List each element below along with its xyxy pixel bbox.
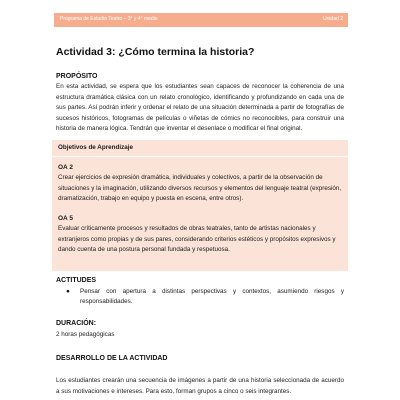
activity-title: Actividad 3: ¿Cómo termina la historia? (56, 46, 255, 58)
bullet-dot-icon: ● (66, 288, 70, 295)
proposito-heading: PROPÓSITO (56, 73, 98, 80)
actitudes-heading: ACTITUDES (56, 277, 97, 284)
desarrollo-text: Los estudiantes crearán una secuencia de imágenes a partir de una historia seleccionada de acuerdo a sus motivaciones e intereses. Para esto, forman grupos a cinco o seis integrantes. (56, 377, 344, 395)
duracion-heading: DURACIÓN: (56, 320, 97, 327)
oa-2-label: OA 2 (58, 164, 73, 171)
objectives-box (52, 140, 348, 271)
program-title: Programa de Estudio Teatro – 3° y 4° medio (60, 16, 158, 22)
objectives-divider (52, 156, 348, 157)
page-header-band (54, 13, 348, 27)
desarrollo-heading: DESARROLLO DE LA ACTIVIDAD (56, 355, 168, 362)
duracion-text: 2 horas pedagógicas (56, 331, 115, 338)
oa-5-label: OA 5 (58, 215, 73, 222)
oa-2-text: Crear ejercicios de expresión dramática, individuales y colectivos, a partir de la observación de situaciones y la imaginación, utilizando diversos recursos y elementos del lenguaje teatral (expresión, dramatización, trabajo en equipo y puesta en escena, entre otros). (58, 174, 342, 202)
objectives-title: Objetivos de Aprendizaje (58, 144, 133, 151)
unit-label: Unidad 2 (322, 16, 343, 22)
proposito-text: En esta actividad, se espera que los estudiantes sean capaces de reconocer la coherencia de una estructura dramática clásica con un relato cronológico, identificando y profundizando en cada una de sus partes. Así podrán inferir y ordenar el relato de una situación determinada a partir de fotografías de sucesos históricos, fotogramas de películas o viñetas de cómics no reconocibles, para construir una historia de manera lógica. Tendrán que inventar el desenlace o modificar el final original. (56, 83, 344, 132)
oa-5-text: Evaluar críticamente procesos y resultados de obras teatrales, tanto de artistas nacionales y extranjeros como propias y de sus pares, considerando criterios estéticos y propósitos expresivos y dando cuenta de una postura personal fundada y respetuosa. (58, 225, 336, 253)
actitudes-item-text: Pensar con apertura a distintas perspectivas y contextos, asumiendo riesgos y responsabilidades. (80, 288, 344, 305)
